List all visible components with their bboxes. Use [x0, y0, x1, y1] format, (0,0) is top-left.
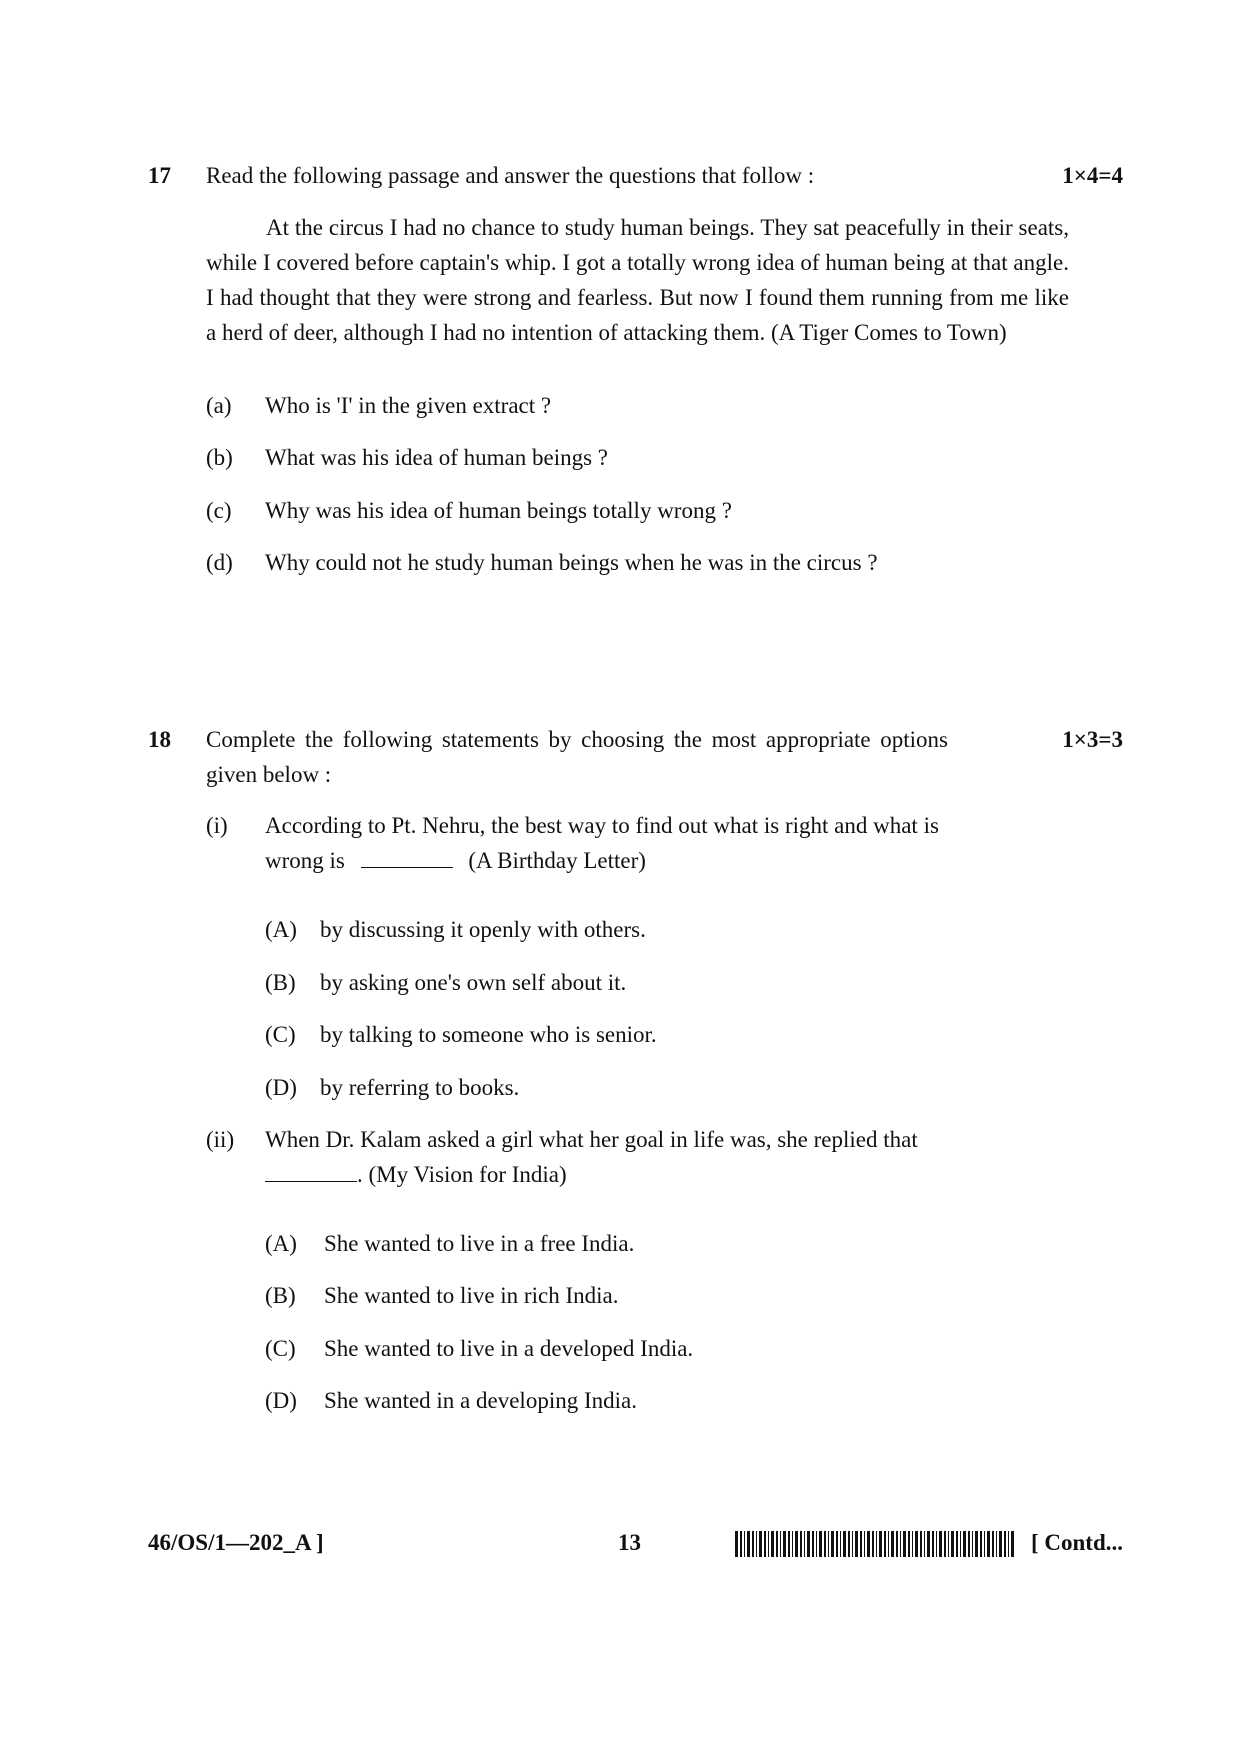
statement-label: (i) — [206, 813, 228, 838]
continued-label: [ Contd... — [1030, 1530, 1123, 1555]
sub-question-text: Who is 'I' in the given extract ? — [265, 393, 552, 418]
question-number: 18 — [148, 727, 171, 752]
question-marks: 1×3=3 — [1062, 727, 1123, 752]
fill-blank — [361, 866, 453, 868]
question-prompt: Read the following passage and answer the questions that follow : — [206, 163, 815, 188]
statement-text — [265, 1122, 1069, 1192]
option-label: (C) — [265, 1022, 296, 1047]
statement-line: When Dr. Kalam asked a girl what her goal in life was, she replied that — [265, 1127, 918, 1152]
option-text: She wanted to live in a free India. — [324, 1231, 635, 1256]
paper-code: 46/OS/1—202_A ] — [148, 1530, 324, 1555]
option-text: She wanted to live in rich India. — [324, 1283, 619, 1308]
option-label: (D) — [265, 1388, 297, 1413]
statement-line — [265, 1157, 1069, 1192]
option-text: by referring to books. — [320, 1075, 520, 1100]
passage-text: At the circus I had no chance to study human beings. They sat peacefully in their seats, while I covered before captain's whip. I got a totally wrong idea of human being at that angle. I had thought that they were strong and fearless. But now I found them running from me like a herd of deer, although I had no intention of attacking them. (A Tiger Comes to Town) — [206, 215, 1069, 345]
question-marks: 1×4=4 — [1062, 163, 1123, 188]
statement-label: (ii) — [206, 1127, 235, 1152]
statement-fragment: . (My Vision for India) — [357, 1162, 567, 1187]
question-prompt: Complete the following statements by choosing the most appropriate options given below : — [206, 727, 948, 787]
option-text: She wanted in a developing India. — [324, 1388, 637, 1413]
option-text: by discussing it openly with others. — [320, 917, 646, 942]
statement-text — [265, 808, 1069, 878]
statement-line — [265, 843, 1069, 878]
option-text: by asking one's own self about it. — [320, 970, 627, 995]
option-label: (A) — [265, 1231, 297, 1256]
sub-question-text: Why was his idea of human beings totally wrong ? — [265, 498, 732, 523]
page-number: 13 — [618, 1530, 641, 1555]
fill-blank — [265, 1180, 357, 1182]
question-number: 17 — [148, 163, 171, 188]
sub-question-text: What was his idea of human beings ? — [265, 445, 608, 470]
sub-question-label: (c) — [206, 498, 232, 523]
sub-question-label: (a) — [206, 393, 232, 418]
statement-fragment: wrong is — [265, 848, 345, 873]
sub-question-text: Why could not he study human beings when he was in the circus ? — [265, 550, 878, 575]
sub-question-label: (d) — [206, 550, 233, 575]
option-label: (D) — [265, 1075, 297, 1100]
option-label: (B) — [265, 1283, 296, 1308]
option-text: by talking to someone who is senior. — [320, 1022, 657, 1047]
page-footer — [148, 1525, 1123, 1561]
barcode-icon — [735, 1531, 1015, 1557]
sub-question-label: (b) — [206, 445, 233, 470]
option-text: She wanted to live in a developed India. — [324, 1336, 694, 1361]
option-label: (A) — [265, 917, 297, 942]
statement-line: According to Pt. Nehru, the best way to find out what is right and what is — [265, 813, 939, 838]
option-label: (C) — [265, 1336, 296, 1361]
statement-fragment: (A Birthday Letter) — [468, 848, 646, 873]
option-label: (B) — [265, 970, 296, 995]
